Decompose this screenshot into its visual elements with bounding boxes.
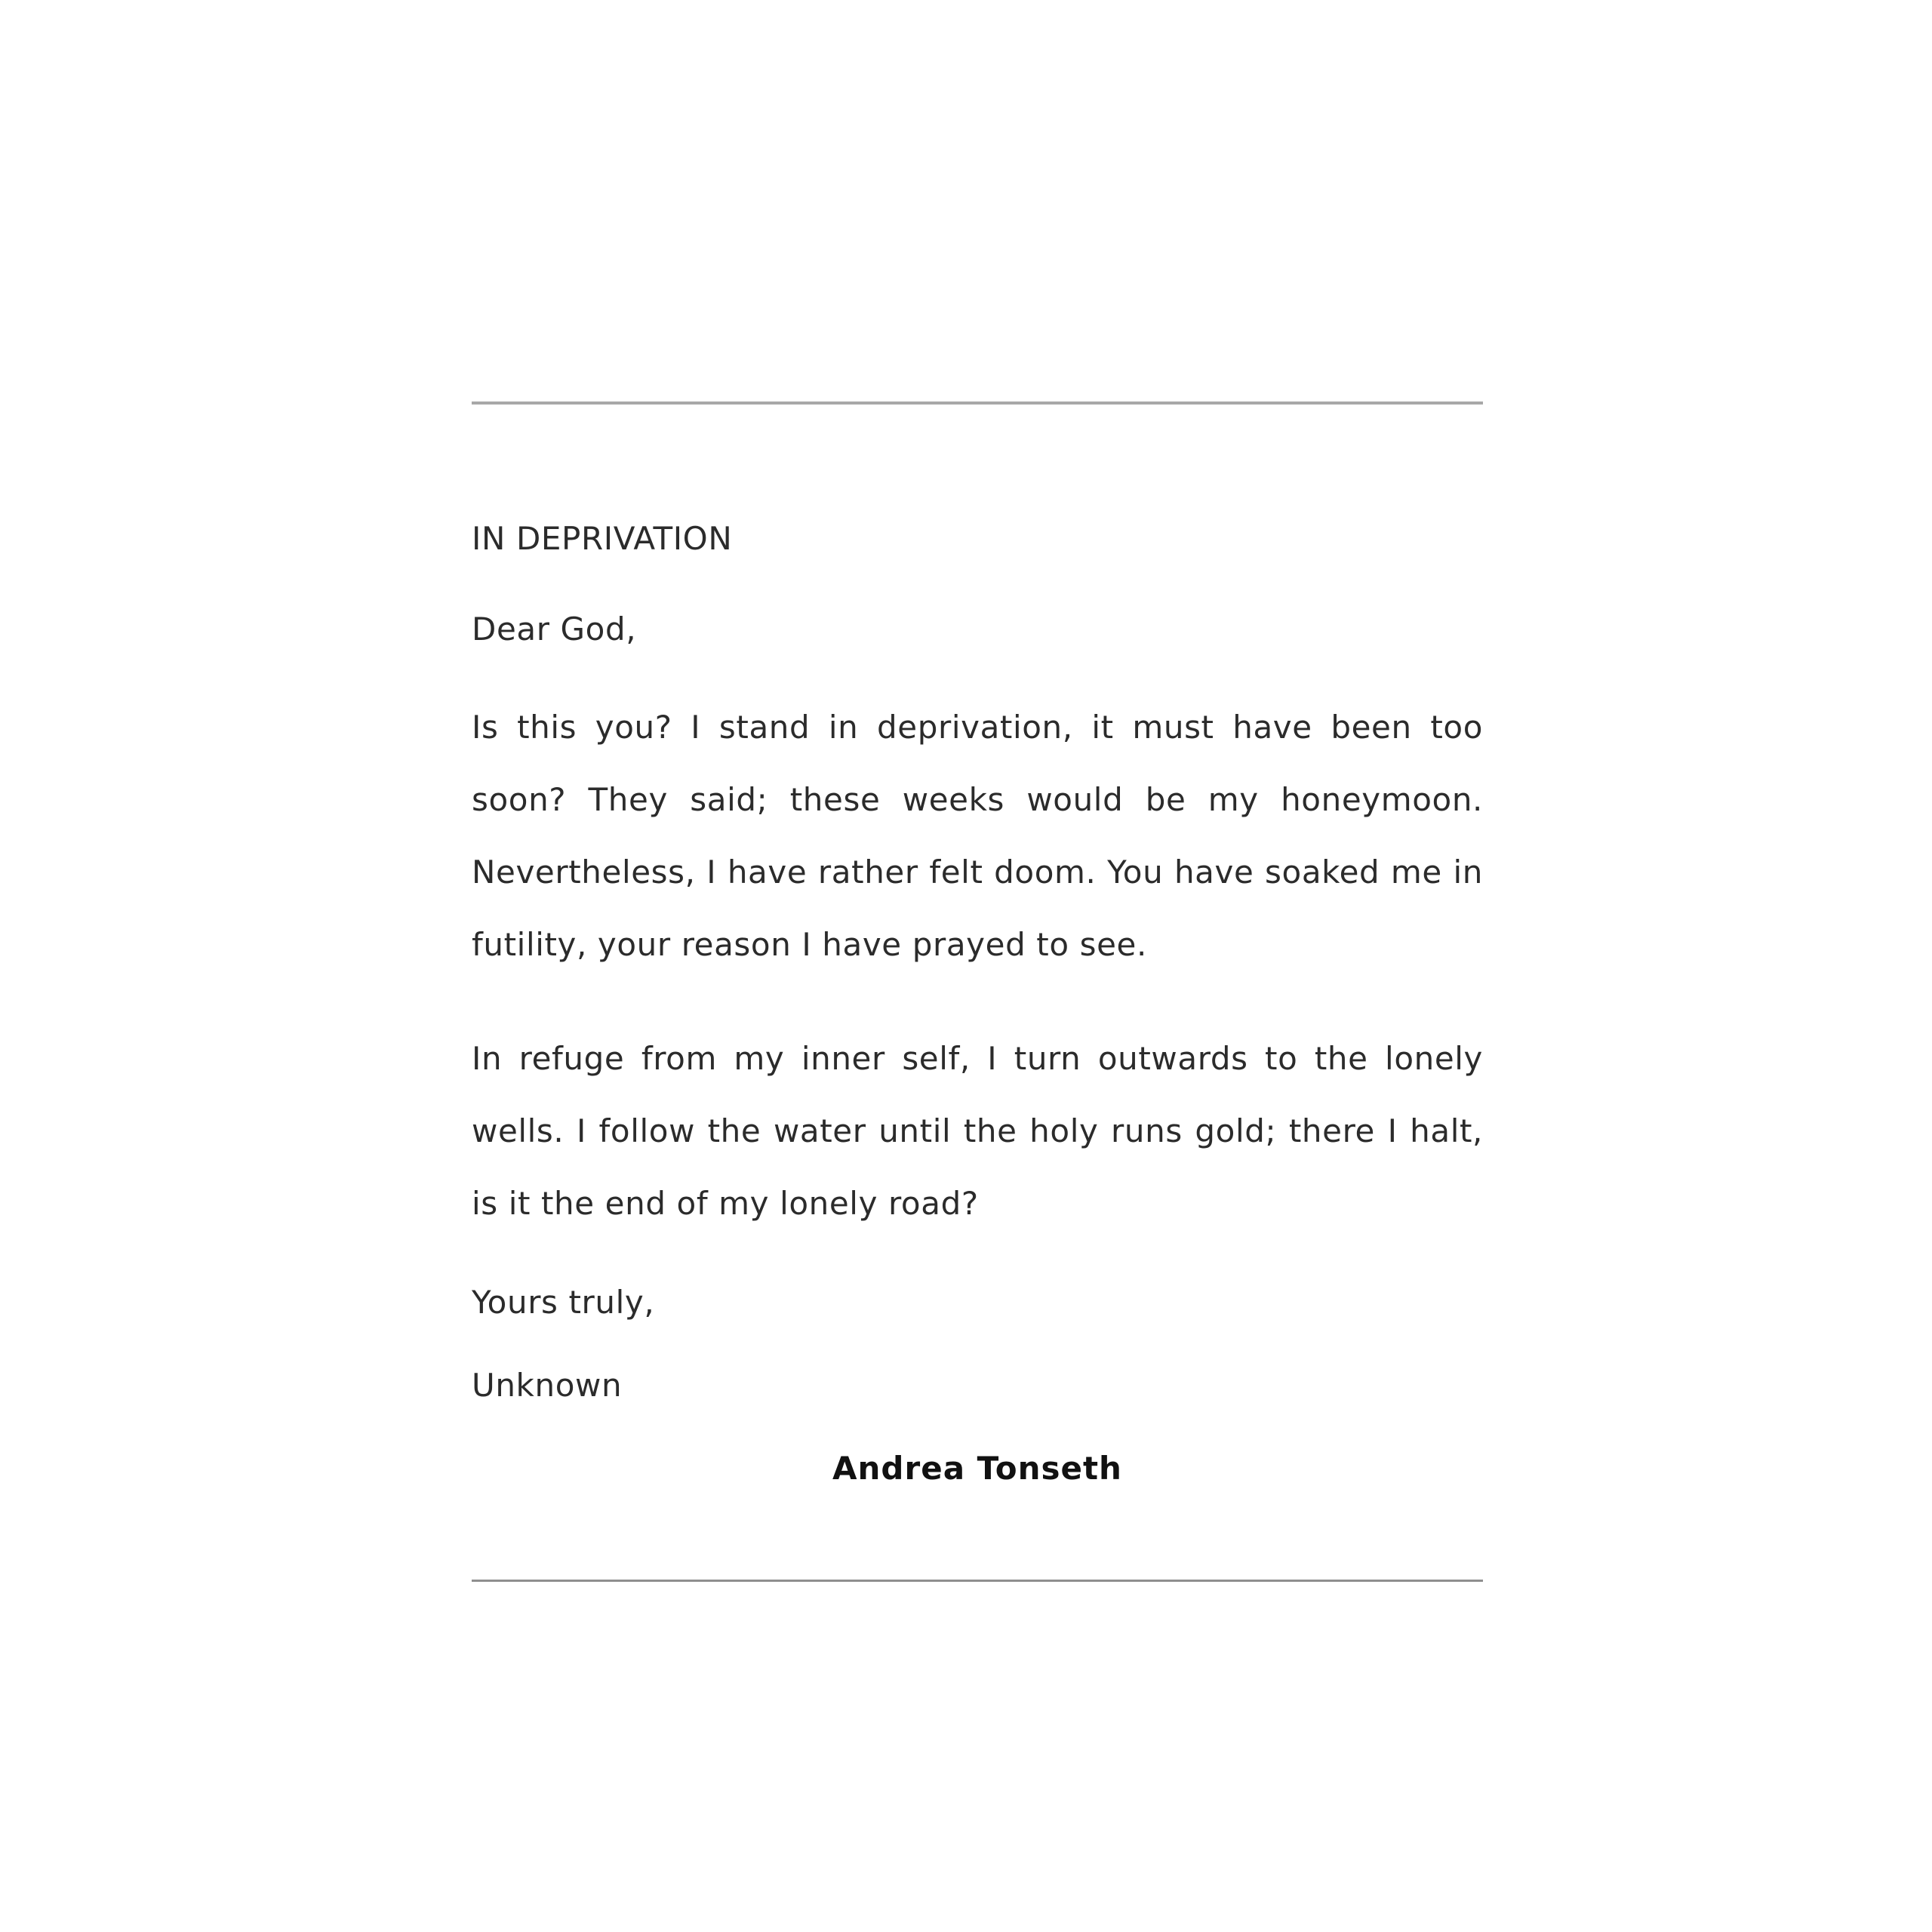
- signature: Unknown: [472, 1367, 623, 1404]
- letter-content: [472, 405, 1483, 1489]
- bottom-divider: [472, 1580, 1483, 1582]
- document-page: [472, 401, 1483, 1582]
- salutation: Dear God,: [472, 611, 637, 648]
- closing: Yours truly,: [472, 1284, 655, 1321]
- author-name: Andrea Tonseth: [832, 1450, 1122, 1487]
- paragraph-2: In refuge from my inner self, I turn outwards to the lonely wells. I follow the water until the holy runs gold; there I halt, is it the end of my lonely road?: [472, 1040, 1483, 1222]
- poem-title: IN DEPRIVATION: [472, 520, 733, 557]
- paragraph-1: Is this you? I stand in deprivation, it must have been too soon? They said; these weeks would be my honeymoon. Nevertheless, I have rather felt doom. You have soaked me in futility, your reason I have prayed to see.: [472, 709, 1483, 963]
